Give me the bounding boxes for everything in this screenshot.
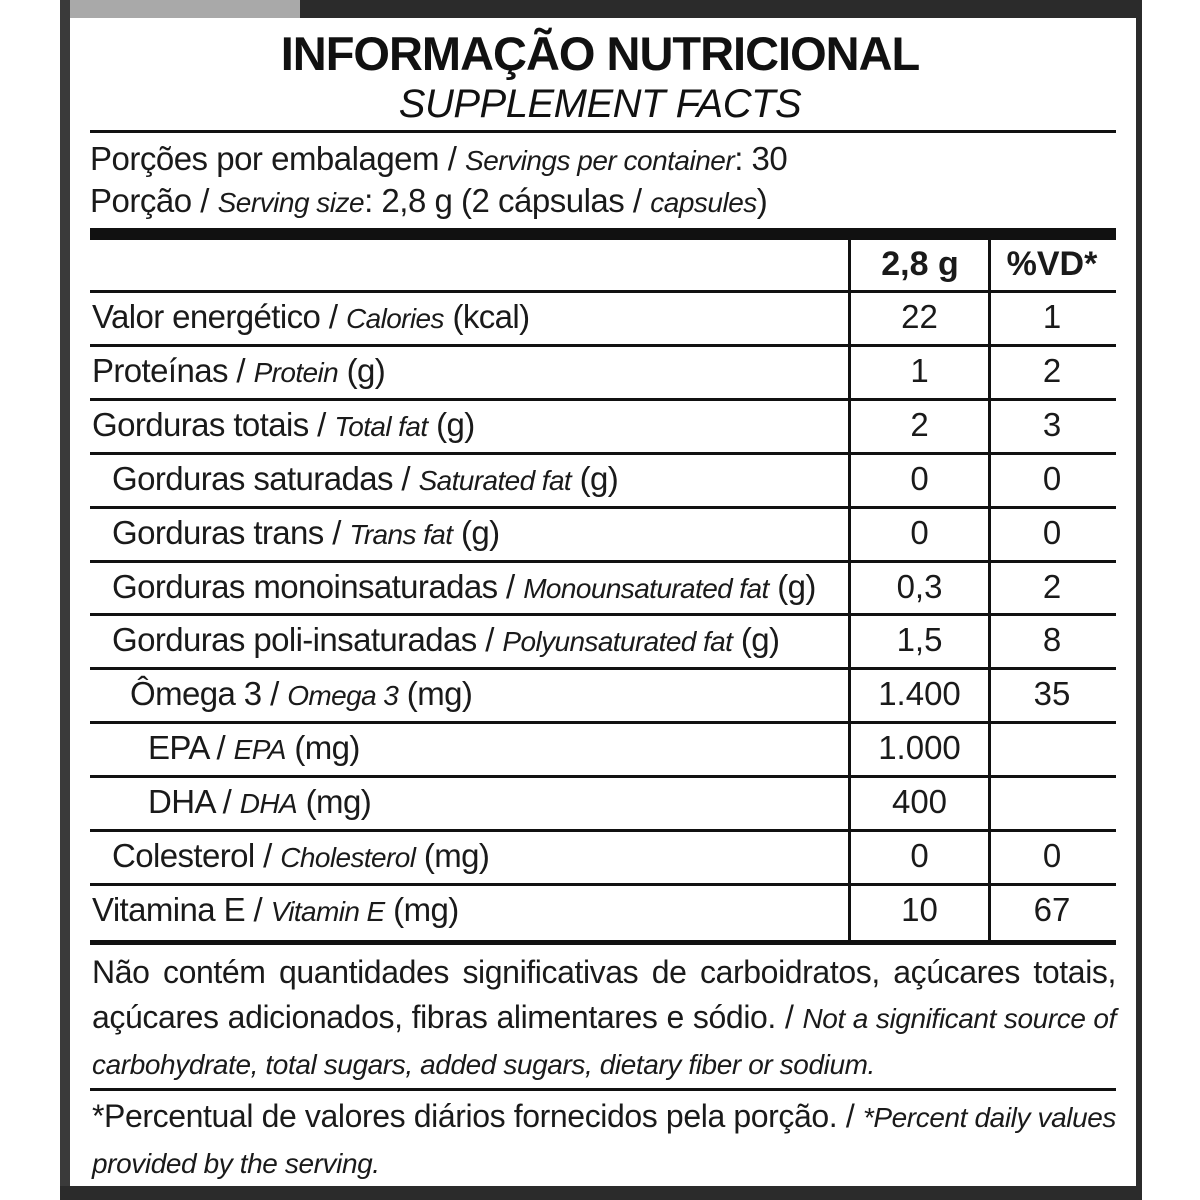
nutrient-label: DHA / DHA (mg) — [148, 783, 372, 821]
nutrient-label: Gorduras totais / Total fat (g) — [92, 405, 475, 443]
row-divider — [90, 506, 1116, 509]
row-divider — [90, 829, 1116, 832]
column-header-amount: 2,8 g — [881, 245, 959, 283]
nutrient-amount: 1.400 — [878, 675, 961, 713]
nutrient-amount: 0 — [910, 459, 929, 497]
label-subtitle: SUPPLEMENT FACTS — [398, 82, 802, 126]
servings-per-container: Porções por embalagem / Servings per container: 30 — [90, 140, 788, 177]
divider-title — [90, 130, 1116, 133]
row-divider — [90, 344, 1116, 347]
nutrient-dv: 0 — [1042, 459, 1062, 497]
divider-header — [90, 290, 1116, 293]
nutrient-amount: 1.000 — [878, 729, 961, 767]
nutrient-label: Proteínas / Protein (g) — [92, 351, 386, 389]
nutrient-label: Gorduras poli-insaturadas / Polyunsaturated fat (g) — [112, 621, 780, 659]
divider-thick-top — [90, 228, 1116, 240]
nutrient-dv: 0 — [1042, 837, 1062, 874]
row-divider — [90, 398, 1116, 401]
nutrient-amount: 22 — [901, 298, 938, 335]
nutrient-amount: 1 — [910, 351, 929, 389]
nutrient-dv: 3 — [1042, 405, 1062, 443]
nutrient-dv: 1 — [1042, 298, 1062, 335]
nutrient-label: Gorduras saturadas / Saturated fat (g) — [112, 459, 619, 497]
footnote-daily-values: *Percentual de valores diários fornecidos pela porção. / *Percent daily values provided by the serving. — [92, 1098, 1117, 1179]
divider-thick-bottom — [90, 940, 1116, 945]
nutrient-dv: 67 — [1033, 890, 1071, 928]
nutrient-dv: 2 — [1042, 567, 1062, 605]
divider-footnote — [90, 1088, 1116, 1091]
frame-left — [60, 0, 70, 1200]
nutrient-dv: 8 — [1042, 621, 1062, 659]
label-title: INFORMAÇÃO NUTRICIONAL — [280, 27, 920, 80]
nutrient-amount: 2 — [910, 405, 929, 443]
nutrient-amount: 0 — [910, 837, 929, 874]
nutrient-label: Gorduras monoinsaturadas / Monounsaturated fat (g) — [112, 567, 816, 605]
nutrient-label: EPA / EPA (mg) — [148, 729, 360, 767]
nutrient-label: Vitamina E / Vitamin E (mg) — [92, 890, 459, 928]
frame-bottom — [60, 1186, 1142, 1200]
nutrient-label: Ômega 3 / Omega 3 (mg) — [130, 675, 473, 713]
nutrient-amount: 10 — [901, 890, 938, 928]
nutrient-dv: 0 — [1042, 513, 1062, 551]
frame-top-accent — [60, 0, 300, 18]
row-divider — [90, 613, 1116, 616]
nutrient-amount: 1,5 — [896, 621, 943, 659]
nutrient-label: Gorduras trans / Trans fat (g) — [112, 513, 500, 551]
column-header-dv: %VD* — [1006, 245, 1098, 283]
row-divider — [90, 452, 1116, 455]
nutrient-amount: 0 — [910, 513, 929, 551]
frame-right — [1136, 0, 1142, 1200]
serving-size: Porção / Serving size: 2,8 g (2 cápsulas / capsules) — [90, 182, 768, 219]
nutrient-dv: 2 — [1042, 351, 1062, 389]
nutrient-label: Colesterol / Cholesterol (mg) — [112, 837, 490, 874]
row-divider — [90, 775, 1116, 778]
footnote-not-significant: Não contém quantidades significativas de carboidratos, açúcares totais, açúcares adicionados, fibras alimentares e sódio. / Not a significant source of carbohydrate, total sugars, added sugars, dietary fiber or sodium. — [92, 954, 1116, 1080]
row-divider — [90, 883, 1116, 886]
nutrient-amount: 400 — [891, 783, 948, 821]
row-divider — [90, 667, 1116, 670]
row-divider — [90, 560, 1116, 563]
nutrient-label: Valor energético / Calories (kcal) — [92, 298, 530, 335]
nutrient-dv: 35 — [1033, 675, 1071, 713]
row-divider — [90, 721, 1116, 724]
nutrient-amount: 0,3 — [896, 567, 943, 605]
